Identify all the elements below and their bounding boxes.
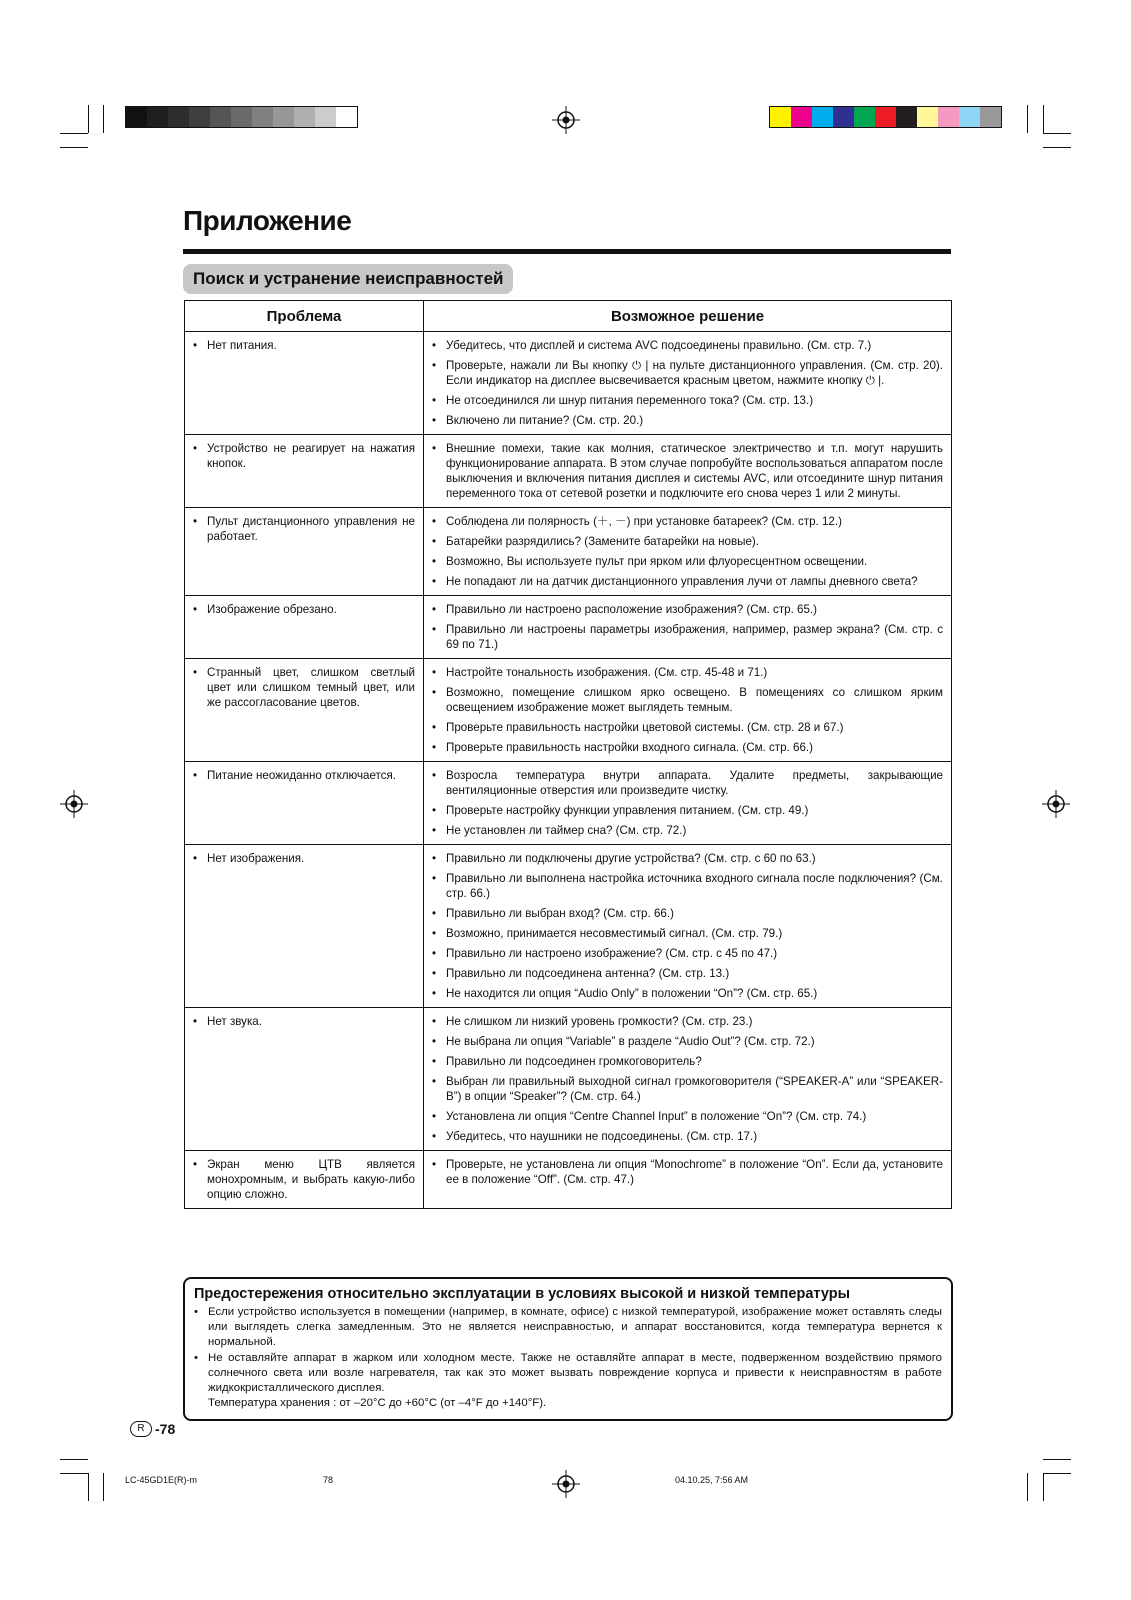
problem-text: • Странный цвет, слишком светлый цвет или слишком темный цвет, или же рассогласование цветов. — [193, 665, 415, 710]
problem-text: • Пульт дистанционного управления не работает. — [193, 514, 415, 544]
problem-text: • Экран меню ЦТВ является монохромным, и выбрать какую-либо опцию сложно. — [193, 1157, 415, 1202]
solution-item: • Настройте тональность изображения. (См. стр. 45-48 и 71.) — [432, 665, 943, 680]
grayscale-color-bar — [125, 106, 358, 128]
solution-item: • Возможно, помещение слишком ярко освещено. В помещениях со слишком ярким освещением изображение может выглядеть темным. — [432, 685, 943, 715]
problem-cell — [185, 762, 424, 845]
color-swatch — [273, 107, 294, 127]
color-swatch — [896, 107, 917, 127]
page-title: Приложение — [183, 205, 352, 236]
problem-cell — [185, 659, 424, 762]
solution-item: • Убедитесь, что дисплей и система AVC подсоединены правильно. (См. стр. 7.) — [432, 338, 943, 353]
header-problem: Проблема — [185, 301, 424, 332]
crop-mark — [1043, 147, 1071, 148]
crop-mark — [1043, 105, 1044, 133]
crop-mark — [1043, 1459, 1071, 1460]
table-row — [185, 596, 952, 659]
color-swatch — [980, 107, 1001, 127]
color-swatch — [791, 107, 812, 127]
footer-timestamp: 04.10.25, 7:56 AM — [675, 1475, 749, 1485]
table-header-row — [185, 301, 952, 332]
table-row — [185, 845, 952, 1008]
warning-item: • Если устройство используется в помещении (например, в комнате, офисе) с низкой температурой, изображение может оставлять следы или выглядеть слегка замедленным. Это не является неисправностью, и аппарат восстановится, когда температура вернется к нормальной. — [194, 1305, 942, 1350]
problem-text: • Нет питания. — [193, 338, 415, 353]
crop-mark — [60, 133, 88, 134]
crop-mark — [60, 1459, 88, 1460]
registration-mark-icon — [552, 1470, 580, 1498]
footer-model: LC-45GD1E(R)-m — [125, 1475, 198, 1485]
color-swatch — [875, 107, 896, 127]
color-swatch — [770, 107, 791, 127]
color-swatch — [315, 107, 336, 127]
title-rule — [183, 249, 951, 254]
warning-title: Предостережения относительно эксплуатации в условиях высокой и низкой температуры — [194, 1286, 850, 1302]
solution-item: • Правильно ли выполнена настройка источника входного сигнала после подключения? (См. стр. 66.) — [432, 871, 943, 901]
solution-item: • Возможно, принимается несовместимый сигнал. (См. стр. 79.) — [432, 926, 943, 941]
table-row — [185, 508, 952, 596]
warning-list — [194, 1305, 942, 1396]
footer-sheet: 78 — [323, 1475, 334, 1485]
troubleshooting-table — [184, 300, 952, 1209]
color-swatch — [938, 107, 959, 127]
solution-cell — [424, 596, 952, 659]
crop-mark — [1043, 133, 1071, 134]
process-color-bar — [769, 106, 1002, 128]
solution-item: • Не установлен ли таймер сна? (См. стр. 72.) — [432, 823, 943, 838]
table-body — [185, 332, 952, 1209]
color-swatch — [147, 107, 168, 127]
solution-item: • Установлена ли опция “Centre Channel Input” в положение “On”? (См. стр. 74.) — [432, 1109, 943, 1124]
page-number — [130, 1421, 175, 1437]
solution-cell — [424, 1151, 952, 1209]
crop-mark — [1043, 1473, 1044, 1501]
solution-item: • Возможно, Вы используете пульт при ярком или флуоресцентном освещении. — [432, 554, 943, 569]
problem-cell — [185, 332, 424, 435]
solution-item: • Не выбрана ли опция “Variable” в разделе “Audio Out”? (См. стр. 72.) — [432, 1034, 943, 1049]
solution-item: • Проверьте, не установлена ли опция “Monochrome” в положение “On”. Если да, установите ее в положение “Off”. (См. стр. 47.) — [432, 1157, 943, 1187]
crop-mark — [60, 147, 88, 148]
solution-item: • Возросла температура внутри аппарата. Удалите предметы, закрывающие вентиляционные отверстия или произведите чистку. — [432, 768, 943, 798]
crop-mark — [103, 1473, 104, 1501]
table-row — [185, 435, 952, 508]
header-solution: Возможное решение — [424, 301, 952, 332]
problem-text: • Нет звука. — [193, 1014, 415, 1029]
solution-item: • Не находится ли опция “Audio Only” в положении “On”? (См. стр. 65.) — [432, 986, 943, 1001]
solution-cell — [424, 845, 952, 1008]
solution-item: • Включено ли питание? (См. стр. 20.) — [432, 413, 943, 428]
solution-item: • Правильно ли подсоединен громкоговоритель? — [432, 1054, 943, 1069]
problem-text: • Изображение обрезано. — [193, 602, 415, 617]
solution-cell — [424, 762, 952, 845]
problem-cell — [185, 596, 424, 659]
warning-item: • Не оставляйте аппарат в жарком или холодном месте. Также не оставляйте аппарат в месте, подверженном воздействию прямого солнечного света или возле нагревателя, так как это может вызвать повреждение корпуса и привести к неисправностям в работе жидкокристаллического дисплея. — [194, 1351, 942, 1396]
solution-item: • Правильно ли настроено расположение изображения? (См. стр. 65.) — [432, 602, 943, 617]
temperature-warning-box — [183, 1277, 953, 1421]
solution-item: • Правильно ли настроены параметры изображения, например, размер экрана? (См. стр. с 69 по 71.) — [432, 622, 943, 652]
crop-mark — [1027, 105, 1028, 133]
registration-mark-icon — [552, 106, 580, 134]
solution-item: • Убедитесь, что наушники не подсоединены. (См. стр. 17.) — [432, 1129, 943, 1144]
page-number-text: -78 — [155, 1421, 176, 1437]
color-swatch — [812, 107, 833, 127]
region-badge: R — [130, 1421, 152, 1437]
solution-item: • Проверьте правильность настройки входного сигнала. (См. стр. 66.) — [432, 740, 943, 755]
color-swatch — [336, 107, 357, 127]
solution-cell — [424, 435, 952, 508]
registration-mark-icon — [1042, 790, 1070, 818]
solution-cell — [424, 1008, 952, 1151]
solution-cell — [424, 508, 952, 596]
color-swatch — [189, 107, 210, 127]
registration-mark-icon — [60, 790, 88, 818]
problem-cell — [185, 1151, 424, 1209]
solution-item: • Проверьте правильность настройки цветовой системы. (См. стр. 28 и 67.) — [432, 720, 943, 735]
solution-item: • Правильно ли выбран вход? (См. стр. 66.) — [432, 906, 943, 921]
solution-item: • Внешние помехи, такие как молния, статическое электричество и т.п. могут нарушить функционирование аппарата. В этом случае попробуйте воспользоваться аппаратом после выключения и включения питания дисплея и системы AVC, или отсоедините шнур питания переменного тока от сетевой розетки и подключите его снова через 1 или 2 минуты. — [432, 441, 943, 501]
color-swatch — [210, 107, 231, 127]
color-swatch — [917, 107, 938, 127]
table-row — [185, 659, 952, 762]
crop-mark — [60, 1473, 88, 1474]
solution-item: • Соблюдена ли полярность (＋, －) при установке батареек? (См. стр. 12.) — [432, 514, 943, 529]
crop-mark — [1043, 1473, 1071, 1474]
solution-item: • Не слишком ли низкий уровень громкости? (См. стр. 23.) — [432, 1014, 943, 1029]
solution-item: • Не отсоединился ли шнур питания переменного тока? (См. стр. 13.) — [432, 393, 943, 408]
color-swatch — [252, 107, 273, 127]
solution-item: • Не попадают ли на датчик дистанционного управления лучи от лампы дневного света? — [432, 574, 943, 589]
color-swatch — [854, 107, 875, 127]
color-swatch — [294, 107, 315, 127]
color-swatch — [231, 107, 252, 127]
crop-mark — [103, 105, 104, 133]
crop-mark — [88, 105, 89, 133]
problem-cell — [185, 1008, 424, 1151]
problem-text: • Питание неожиданно отключается. — [193, 768, 415, 783]
solution-item: • Правильно ли подсоединена антенна? (См. стр. 13.) — [432, 966, 943, 981]
solution-item: • Проверьте настройку функции управления питанием. (См. стр. 49.) — [432, 803, 943, 818]
solution-cell — [424, 332, 952, 435]
table-row — [185, 332, 952, 435]
solution-item: • Проверьте, нажали ли Вы кнопку ⏻ | на пульте дистанционного управления. (См. стр. 20). Если индикатор на дисплее высвечивается красным цветом, нажмите кнопку ⏻ |. — [432, 358, 943, 388]
solution-item: • Правильно ли настроено изображение? (См. стр. с 45 по 47.) — [432, 946, 943, 961]
table-row — [185, 1151, 952, 1209]
color-swatch — [959, 107, 980, 127]
solution-cell — [424, 659, 952, 762]
crop-mark — [88, 1473, 89, 1501]
storage-temperature: Температура хранения : от –20°C до +60°C (от –4°F до +140°F). — [208, 1397, 547, 1409]
table-row — [185, 762, 952, 845]
crop-mark — [1027, 1473, 1028, 1501]
solution-item: • Батарейки разрядились? (Замените батарейки на новые). — [432, 534, 943, 549]
solution-item: • Выбран ли правильный выходной сигнал громкоговорителя (“SPEAKER-A” или “SPEAKER-B”) в опции “Speaker”? (См. стр. 64.) — [432, 1074, 943, 1104]
color-swatch — [833, 107, 854, 127]
problem-text: • Устройство не реагирует на нажатия кнопок. — [193, 441, 415, 471]
color-swatch — [168, 107, 189, 127]
problem-cell — [185, 508, 424, 596]
section-heading: Поиск и устранение неисправностей — [183, 264, 513, 294]
table-row — [185, 1008, 952, 1151]
solution-item: • Правильно ли подключены другие устройства? (См. стр. с 60 по 63.) — [432, 851, 943, 866]
problem-cell — [185, 435, 424, 508]
problem-text: • Нет изображения. — [193, 851, 415, 866]
color-swatch — [126, 107, 147, 127]
problem-cell — [185, 845, 424, 1008]
